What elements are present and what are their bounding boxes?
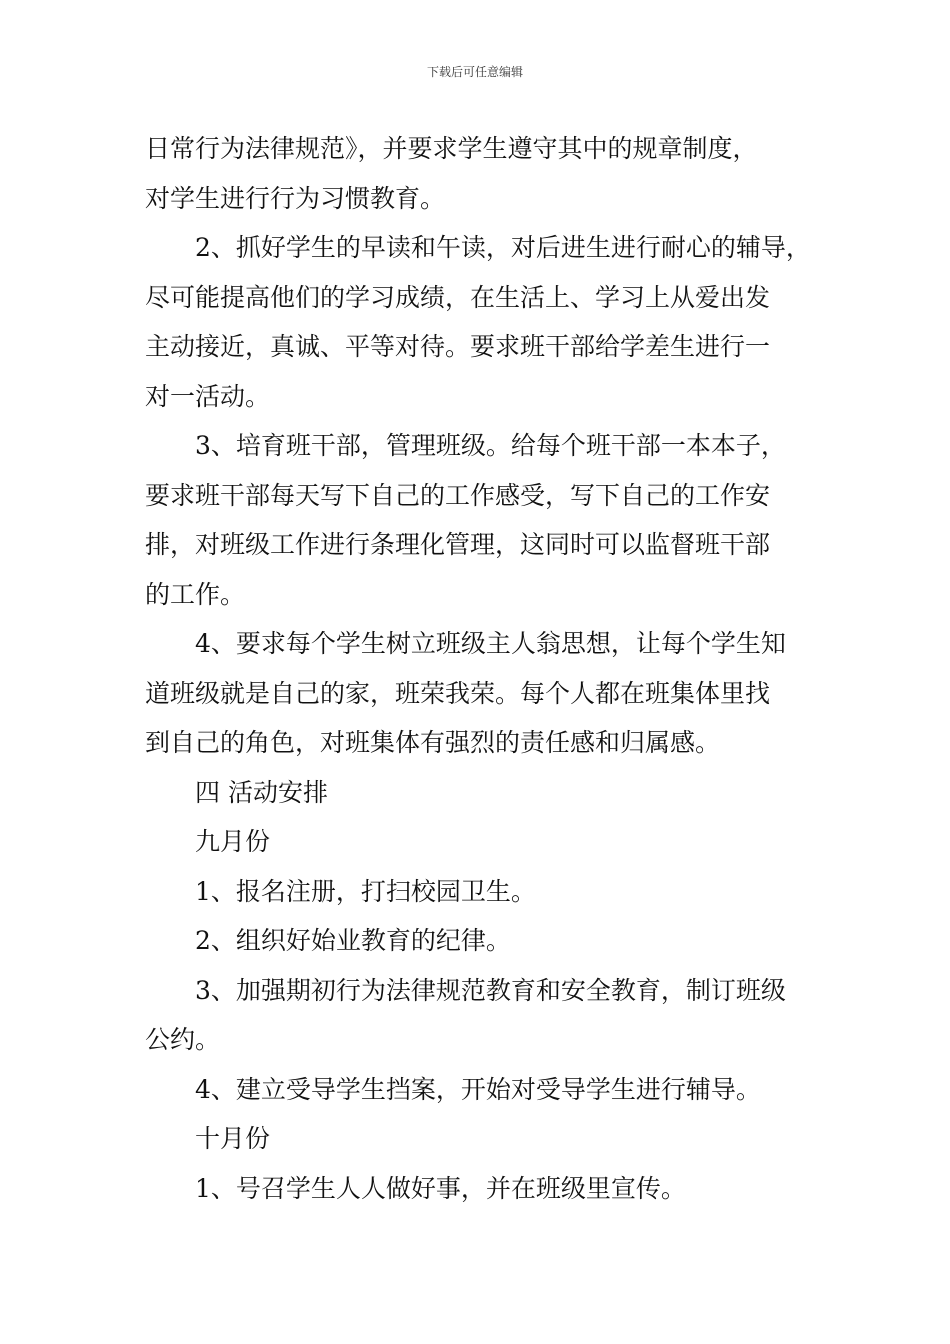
text-line: 排，对班级工作进行条理化管理，这同时可以监督班干部 — [145, 530, 771, 559]
text-line: 主动接近，真诚、平等对待。要求班干部给学差生进行一 — [145, 332, 771, 361]
text-line: 4、要求每个学生树立班级主人翁思想，让每个学生知 — [195, 629, 786, 658]
text-line: 4、建立受导学生挡案，开始对受导学生进行辅导。 — [195, 1074, 761, 1104]
text-line: 对学生进行行为习惯教育。 — [145, 183, 446, 213]
month-heading: 九月份 — [195, 827, 271, 856]
month-heading: 十月份 — [195, 1124, 271, 1153]
text-line: 尽可能提高他们的学习成绩，在生活上、学习上从爱出发 — [145, 282, 771, 312]
text-line: 的工作。 — [145, 579, 246, 609]
text-line: 3、培育班干部，管理班级。给每个班干部一本本子， — [195, 431, 786, 460]
section-heading: 四 活动安排 — [195, 777, 328, 807]
text-line: 要求班干部每天写下自己的工作感受，写下自己的工作安 — [145, 480, 771, 510]
text-line: 对一活动。 — [145, 381, 271, 411]
text-line: 2、抓好学生的早读和午读，对后进生进行耐心的辅导， — [195, 233, 811, 262]
text-line: 3、加强期初行为法律规范教育和安全教育，制订班级 — [195, 975, 786, 1005]
text-line: 到自己的角色，对班集体有强烈的责任感和归属感。 — [145, 728, 721, 757]
text-line: 1、号召学生人人做好事，并在班级里宣传。 — [195, 1173, 686, 1203]
text-line: 道班级就是自己的家，班荣我荣。每个人都在班集体里找 — [145, 678, 771, 708]
text-line: 1、报名注册，打扫校园卫生。 — [195, 876, 536, 906]
page-header: 下载后可任意编辑 — [426, 65, 523, 79]
body-text — [145, 124, 815, 1213]
text-line: 公约。 — [145, 1025, 221, 1054]
text-line: 2、组织好始业教育的纪律。 — [195, 926, 511, 955]
text-line: 日常行为法律规范》，并要求学生遵守其中的规章制度， — [145, 134, 758, 163]
